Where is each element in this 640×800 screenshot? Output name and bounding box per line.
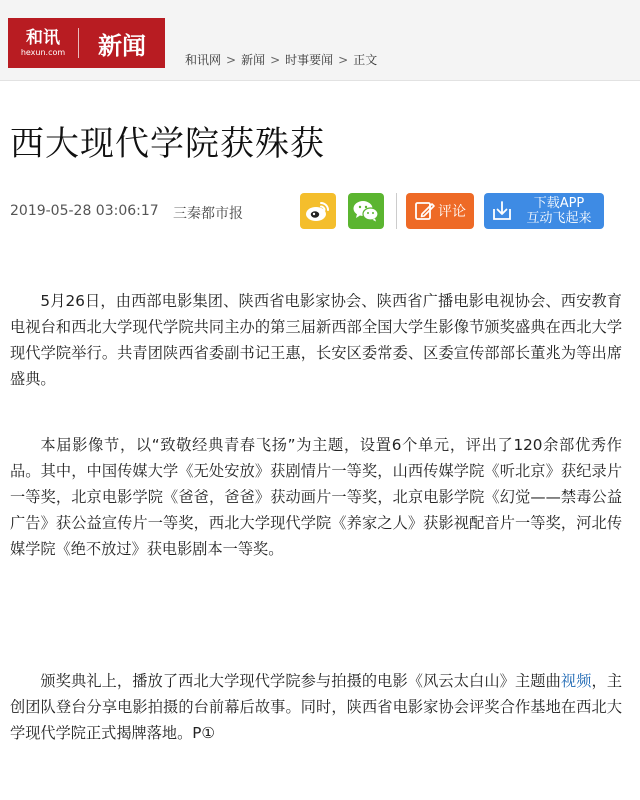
download-app-line1: 下载APP (533, 196, 585, 211)
hexun-logo-mark (8, 27, 78, 57)
article-date: 2019-05-28 03:06:17 (10, 203, 159, 219)
breadcrumb-separator: > (226, 53, 237, 67)
breadcrumb-separator: > (338, 53, 349, 67)
breadcrumb-top-news[interactable]: 时事要闻 (285, 53, 334, 67)
breadcrumb-hexun[interactable]: 和讯网 (185, 53, 222, 67)
article-title: 西大现代学院获殊获 (10, 124, 325, 164)
download-app-button[interactable] (484, 193, 604, 229)
share-divider (396, 193, 397, 229)
logo-section-name: 新闻 (98, 30, 146, 60)
site-header (0, 0, 640, 81)
download-icon (484, 199, 520, 223)
paragraph-3-text-start: 颁奖典礼上，播放了西北大学现代学院参与拍摄的电影《风云太白山》主题曲 (40, 672, 561, 690)
share-wechat-button[interactable] (348, 193, 384, 229)
comment-button[interactable] (406, 193, 474, 229)
breadcrumb-separator: > (270, 53, 281, 67)
comment-label: 评论 (438, 204, 466, 220)
breadcrumb-current: 正文 (353, 53, 378, 67)
comment-icon (414, 200, 436, 222)
download-app-line2: 互动飞起来 (526, 211, 592, 226)
weibo-icon (305, 200, 331, 222)
logo-brand-en: hexun.com (20, 47, 66, 57)
article-paragraph-1: 5月26日，由西部电影集团、陕西省电影家协会、陕西省广播电影电视协会、西安教育电视台和西北大学现代学院共同主办的第三届新西部全国大学生影像节颁奖盛典在西北大学现代学院举行。共青团陕西省委副书记王惠，长安区委常委、区委宣传部部长董兆为等出席盛典。 (10, 292, 622, 388)
breadcrumb-news[interactable]: 新闻 (241, 53, 266, 67)
hexun-news-logo[interactable] (8, 18, 165, 68)
paragraph-3-text-end: ，主创团队登台分享电影拍摄的台前幕后故事。同时，陕西省电影家协会评奖合作基地在西北大学现代学院正式揭牌落地。P① (10, 672, 623, 742)
breadcrumb (185, 51, 377, 68)
download-app-text (520, 196, 604, 226)
wechat-icon (352, 199, 380, 223)
article-paragraph-3 (10, 668, 622, 746)
video-link[interactable]: 视频 (560, 672, 592, 690)
logo-brand-cn: 和讯 (26, 27, 60, 48)
article-paragraph-2: 本届影像节，以“致敬经典青春飞扬”为主题，设置6个单元，评出了120余部优秀作品。其中，中国传媒大学《无处安放》获剧情片一等奖，山西传媒学院《听北京》获纪录片一等奖，北京电影学院《爸爸，爸爸》获动画片一等奖，北京电影学院《幻觉——禁毒公益广告》获公益宣传片一等奖，西北大学现代学院《养家之人》获影视配音片一等奖，河北传媒学院《绝不放过》获电影剧本一等奖。 (10, 436, 622, 558)
share-weibo-button[interactable] (300, 193, 336, 229)
article-source: 三秦都市报 (173, 206, 243, 222)
